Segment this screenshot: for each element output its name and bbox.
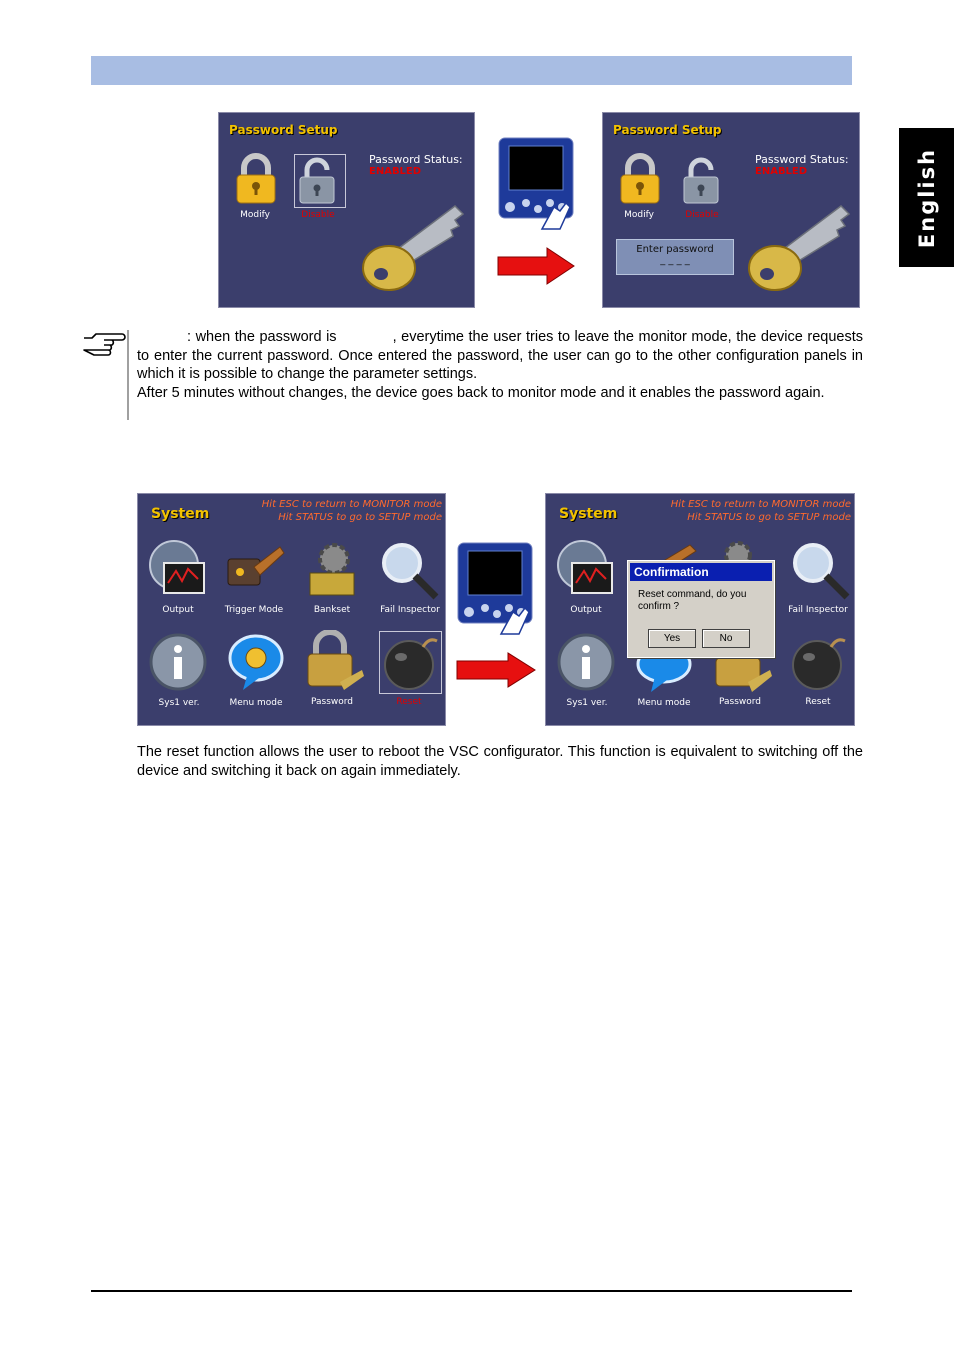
item-label: Fail Inspector xyxy=(788,605,848,615)
screen-title: Password Setup xyxy=(229,123,338,137)
bankset-icon[interactable] xyxy=(304,539,360,599)
item-label: Trigger Mode xyxy=(224,605,284,615)
hint-line-2: Hit STATUS to go to SETUP mode xyxy=(278,512,442,523)
padlock-open-icon xyxy=(298,157,340,205)
item-label: Password xyxy=(310,697,354,707)
padlock-open-icon xyxy=(682,157,724,205)
reset-description: The reset function allows the user to reboot the VSC configurator. This function is equivalent to switching off the device and switching it back on again immediately. xyxy=(137,744,863,779)
item-label: Reset xyxy=(805,697,831,707)
modify-label: Modify xyxy=(624,210,654,220)
item-label: Output xyxy=(162,605,194,615)
item-label: Output xyxy=(570,605,602,615)
password-setup-screen-after xyxy=(602,112,860,308)
hint-line-1: Hit ESC to return to MONITOR mode xyxy=(670,499,851,510)
enter-password-label: Enter password xyxy=(636,244,714,255)
hint-line-1: Hit ESC to return to MONITOR mode xyxy=(261,499,442,510)
menu-mode-icon[interactable] xyxy=(227,632,285,692)
note-line1-a: : when the password is xyxy=(187,329,337,345)
language-tab-label: English xyxy=(914,147,939,248)
screen-title: Password Setup xyxy=(613,123,722,137)
output-icon[interactable] xyxy=(148,539,208,599)
status-label: Password Status: xyxy=(369,153,463,166)
header-bar xyxy=(91,56,852,85)
output-icon xyxy=(556,539,616,599)
status-value: ENABLED xyxy=(369,166,422,177)
note-line1-b: , everytime the user tries to leave the monitor mode, the device requests to enter the current password. Once entered the password, the user can go to the other configuration panels in which it is possible to change the parameter settings. xyxy=(137,329,863,382)
menu-mode-icon xyxy=(635,654,693,694)
key-icon xyxy=(359,198,469,298)
item-label: Menu mode xyxy=(229,698,283,708)
dialog-title: Confirmation xyxy=(630,563,772,581)
item-label: Fail Inspector xyxy=(380,605,440,615)
status-label: Password Status: xyxy=(755,153,849,166)
enter-password-mask: _ _ _ _ xyxy=(660,255,690,266)
device-keypad-icon xyxy=(457,542,533,637)
item-label: Sys1 ver. xyxy=(566,698,608,708)
password-padlock-icon[interactable] xyxy=(304,630,364,694)
note-line2: After 5 minutes without changes, the device goes back to monitor mode and it enables the password again. xyxy=(137,384,825,401)
trigger-mode-icon[interactable] xyxy=(224,541,286,597)
screen-title: System xyxy=(559,506,618,522)
bomb-icon[interactable] xyxy=(383,633,439,691)
pointing-hand-icon xyxy=(82,330,126,356)
key-icon xyxy=(745,198,855,298)
item-label: Reset xyxy=(396,697,422,707)
disable-label: Disable xyxy=(685,210,719,220)
item-label: Bankset xyxy=(313,605,351,615)
note-text xyxy=(137,328,863,402)
password-setup-screen-before xyxy=(218,112,475,308)
yes-button[interactable]: Yes xyxy=(648,629,696,648)
screen-hint xyxy=(222,498,442,524)
modify-label: Modify xyxy=(240,210,270,220)
right-arrow-icon xyxy=(497,247,575,285)
padlock-locked-icon xyxy=(235,153,277,205)
screen-title: System xyxy=(151,506,210,522)
device-keypad-icon xyxy=(498,137,574,232)
note-bar xyxy=(127,330,129,420)
confirmation-dialog xyxy=(627,560,775,658)
dialog-message: Reset command, do you confirm ? xyxy=(638,589,747,612)
info-icon[interactable] xyxy=(149,633,207,691)
item-label: Menu mode xyxy=(637,698,691,708)
right-arrow-icon xyxy=(456,652,536,688)
language-tab xyxy=(899,128,954,267)
item-label: Password xyxy=(718,697,762,707)
no-button[interactable]: No xyxy=(702,629,750,648)
footer-rule xyxy=(91,1290,852,1292)
system-screen-before xyxy=(137,493,446,726)
enter-password-box[interactable] xyxy=(616,239,734,275)
hint-line-2: Hit STATUS to go to SETUP mode xyxy=(687,512,851,523)
fail-inspector-icon xyxy=(789,539,851,601)
fail-inspector-icon[interactable] xyxy=(378,539,440,601)
info-icon xyxy=(557,633,615,691)
password-padlock-icon xyxy=(712,658,772,694)
status-value: ENABLED xyxy=(755,166,808,177)
system-screen-after xyxy=(545,493,855,726)
disable-label: Disable xyxy=(301,210,335,220)
padlock-locked-icon xyxy=(619,153,661,205)
item-label: Sys1 ver. xyxy=(158,698,200,708)
screen-hint xyxy=(631,498,851,524)
bomb-icon xyxy=(791,633,847,691)
